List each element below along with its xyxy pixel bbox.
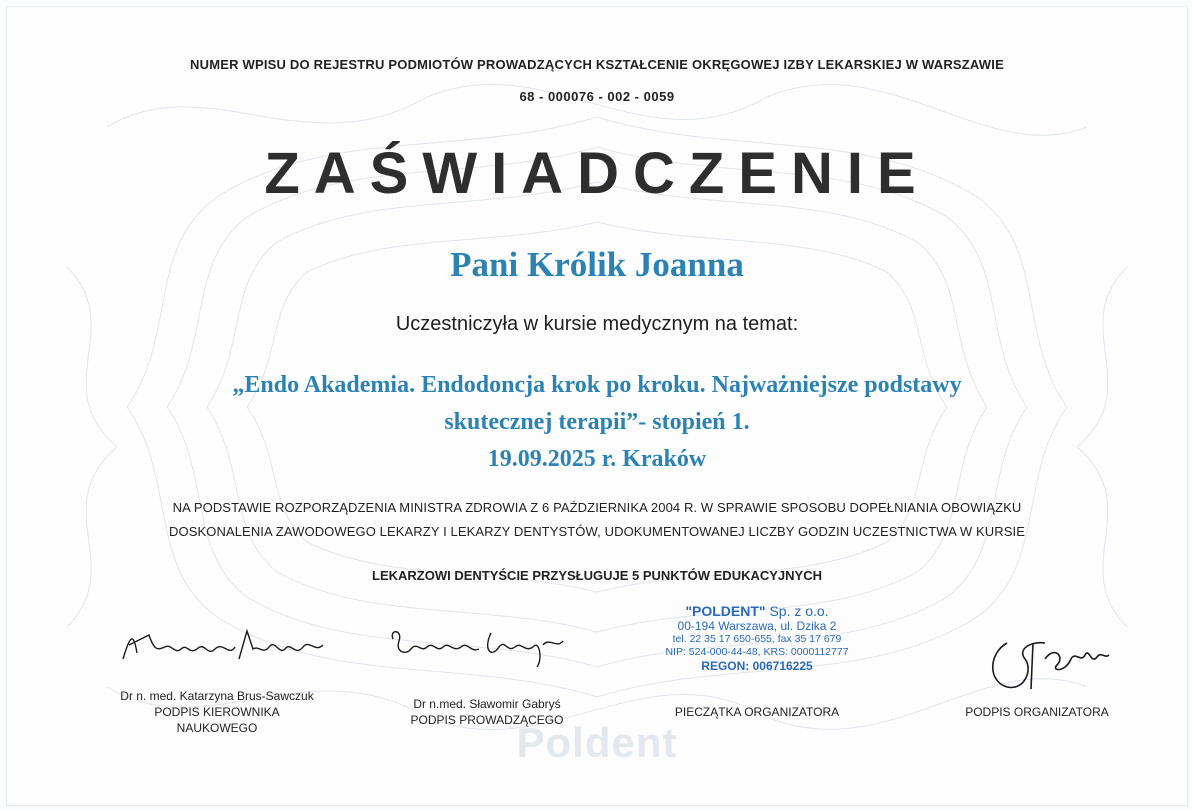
intro-text: Uczestniczyła w kursie medycznym na temat: [395, 313, 799, 335]
legal-basis-line-2: DOSKONALENIA ZAWODOWEGO LEKARZY I LEKARZY DENTYSTÓW, UDOKUMENTOWANEJ LICZBY GODZIN UCZESTNICTWA W KURSIE [169, 524, 1025, 539]
recipient-name: Pani Królik Joanna [450, 245, 744, 284]
stamp-phone: tel. 22 35 17 650-655, fax 35 17 679 [672, 633, 842, 645]
stamp-regon: REGON: 006716225 [701, 659, 813, 673]
signature-1-role-line-2: NAUKOWEGO [176, 721, 258, 735]
signature-1-role-line-1: PODPIS KIEROWNIKA [154, 705, 280, 719]
course-title-line-1: „Endo Akademia. Endodoncja krok po kroku. Najważniejsze podstawy [232, 372, 962, 398]
signature-1-block [77, 688, 357, 736]
poldent-logo: Poldent [516, 719, 678, 766]
signature-2-handwritten [387, 619, 567, 671]
course-date-location: 19.09.2025 r. Kraków [487, 446, 707, 472]
signature-2-role: PODPIS PROWADZĄCEGO [410, 713, 564, 727]
stamp-company-name: "POLDENT" [685, 603, 766, 619]
registry-line: NUMER WPISU DO REJESTRU PODMIOTÓW PROWADZĄCYCH KSZTAŁCENIE OKRĘGOWEJ IZBY LEKARSKIEJ W WARSZAWIE [190, 57, 1004, 72]
stamp-address: 00-194 Warszawa, ul. Dzika 2 [677, 619, 837, 633]
signature-4-handwritten [985, 629, 1115, 695]
certificate-title: ZAŚWIADCZENIE [264, 141, 930, 206]
course-title-line-2: skutecznej terapii”- stopień 1. [444, 409, 750, 435]
legal-basis-line-1: NA PODSTAWIE ROZPORZĄDZENIA MINISTRA ZDROWIA Z 6 PAŹDZIERNIKA 2004 R. W SPRAWIE SPOSOBU DOPEŁNIANIA OBOWIĄZKU [172, 500, 1022, 515]
certificate-sheet [6, 6, 1188, 806]
registry-number: 68 - 000076 - 002 - 0059 [519, 89, 675, 104]
signature-4-role: PODPIS ORGANIZATORA [965, 705, 1109, 719]
points-statement: LEKARZOWI DENTYŚCIE PRZYSŁUGUJE 5 PUNKTÓW EDUKACYJNYCH [372, 568, 822, 583]
signature-2-name: Dr n.med. Sławomir Gabryś [413, 697, 561, 711]
signature-3-role: PIECZĄTKA ORGANIZATORA [674, 705, 840, 719]
signature-1-name: Dr n. med. Katarzyna Brus-Sawczuk [120, 689, 314, 703]
organizer-stamp [627, 603, 887, 673]
stamp-company [627, 603, 887, 619]
signature-1-handwritten [119, 619, 329, 671]
stamp-nip-krs: NIP: 524-000-44-48, KRS: 0000112777 [665, 646, 849, 658]
stamp-company-type: Sp. z o.o. [765, 603, 829, 619]
